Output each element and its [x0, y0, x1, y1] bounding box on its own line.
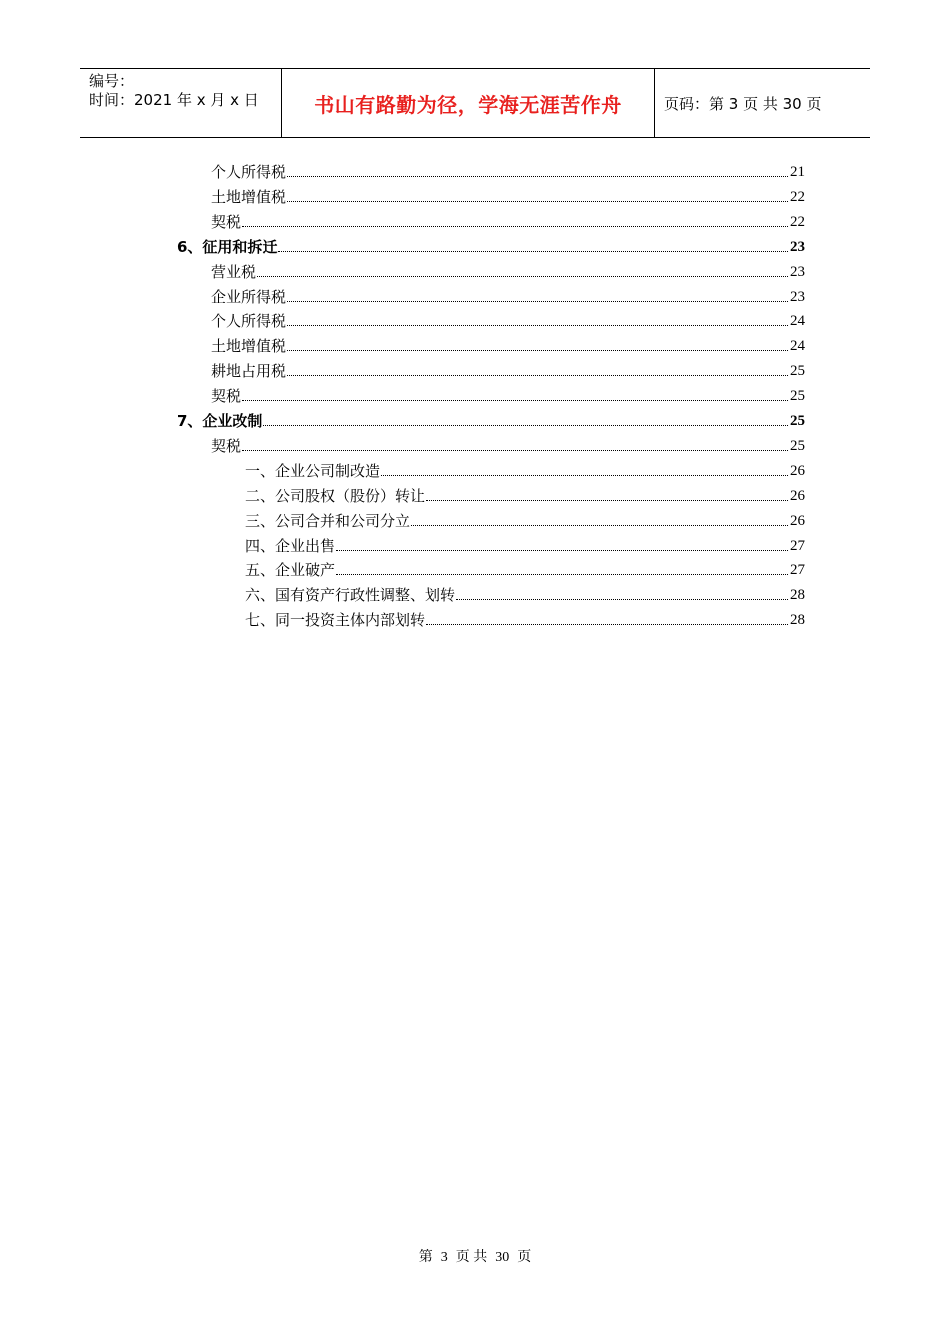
toc-entry[interactable]: [211, 359, 805, 381]
toc-entry-page: 26: [790, 462, 805, 479]
toc-entry[interactable]: [177, 409, 805, 431]
header-motto-cell: [281, 69, 655, 137]
toc-entry[interactable]: [211, 210, 805, 232]
footer-mid: 页 共: [455, 1250, 488, 1265]
toc-entry-page: 26: [790, 512, 805, 529]
toc-entry-page: 24: [790, 313, 805, 330]
toc-entry-page: 23: [790, 288, 805, 305]
toc-entry-page: 27: [790, 537, 805, 554]
toc-entry-title: 三、公司合并和公司分立: [245, 511, 411, 530]
toc-dot-leader: [257, 275, 788, 277]
toc-entry[interactable]: [245, 558, 805, 580]
toc-entry-page: 25: [790, 363, 805, 380]
toc-entry-title: 二、公司股权（股份）转让: [245, 486, 426, 505]
footer-prefix: 第: [418, 1250, 433, 1265]
page-info: 页码：第 3 页 共 30 页: [664, 94, 822, 113]
toc-entry[interactable]: [211, 160, 805, 182]
toc-entry-title: 个人所得税: [211, 163, 287, 181]
toc-entry[interactable]: [211, 185, 805, 207]
toc-dot-leader: [287, 349, 788, 351]
toc-entry[interactable]: [211, 285, 805, 307]
motto-text: 书山有路勤为径，学海无涯苦作舟: [314, 92, 622, 117]
toc-entry[interactable]: [211, 260, 805, 282]
toc-entry[interactable]: [211, 384, 805, 406]
toc-entry[interactable]: [177, 235, 805, 257]
toc-entry-title: 一、企业公司制改造: [245, 461, 381, 480]
toc-dot-leader: [411, 524, 788, 526]
toc-entry-title: 土地增值税: [211, 187, 287, 206]
toc-entry-page: 26: [790, 487, 805, 504]
toc-entry-title: 耕地占用税: [211, 362, 287, 381]
footer-total-pages: 30: [495, 1250, 510, 1265]
toc-entry[interactable]: [211, 434, 805, 456]
toc-dot-leader: [381, 474, 788, 476]
toc-entry-page: 22: [790, 213, 805, 230]
toc-dot-leader: [287, 300, 788, 302]
toc-dot-leader: [426, 499, 788, 501]
toc-dot-leader: [336, 573, 788, 575]
toc-entry-page: 23: [790, 238, 805, 255]
toc-entry-page: 28: [790, 587, 805, 604]
footer-suffix: 页: [517, 1250, 532, 1265]
toc-dot-leader: [242, 399, 788, 401]
page-footer: [0, 1246, 950, 1266]
toc-entry[interactable]: [245, 534, 805, 556]
toc-dot-leader: [287, 374, 788, 376]
toc-entry-page: 28: [790, 612, 805, 629]
toc-entry-title: 6、征用和拆迁: [177, 237, 278, 256]
toc-entry-title: 营业税: [211, 262, 257, 281]
toc-entry-page: 22: [790, 188, 805, 205]
toc-entry-page: 27: [790, 562, 805, 579]
toc-dot-leader: [426, 623, 788, 625]
header-meta-cell: [80, 69, 281, 137]
toc-entry-title: 契税: [211, 387, 242, 406]
toc-entry[interactable]: [245, 509, 805, 531]
toc-entry-page: 24: [790, 338, 805, 355]
toc-entry-title: 五、企业破产: [245, 561, 336, 580]
toc-dot-leader: [287, 200, 788, 202]
toc-entry-page: 23: [790, 263, 805, 280]
toc-entry-title: 七、同一投资主体内部划转: [245, 611, 426, 630]
number-label: 编号：: [89, 72, 135, 90]
toc-entry-title: 四、企业出售: [245, 536, 336, 555]
toc-entry-title: 7、企业改制: [177, 412, 263, 430]
toc-entry[interactable]: [245, 608, 805, 630]
footer-page-number: 3: [440, 1250, 448, 1265]
toc-entry[interactable]: [245, 459, 805, 481]
toc-dot-leader: [287, 175, 788, 177]
toc-entry-title: 契税: [211, 436, 242, 455]
toc-entry-page: 21: [790, 164, 805, 180]
toc-entry-page: 25: [790, 388, 805, 405]
toc-entry-title: 六、国有资产行政性调整、划转: [245, 586, 456, 605]
toc-dot-leader: [263, 424, 788, 426]
header-page-cell: [655, 69, 870, 137]
time-label: 时间：2021 年 x 月 x 日: [89, 91, 259, 109]
toc-entry-page: 25: [790, 413, 805, 429]
toc-entry-title: 土地增值税: [211, 337, 287, 356]
toc-entry[interactable]: [245, 484, 805, 506]
toc-entry[interactable]: [211, 334, 805, 356]
toc-dot-leader: [242, 225, 788, 227]
toc-entry-title: 契税: [211, 212, 242, 231]
toc-entry-page: 25: [790, 437, 805, 454]
toc-dot-leader: [278, 250, 788, 252]
toc-dot-leader: [287, 324, 788, 326]
toc-entry[interactable]: [245, 583, 805, 605]
toc-entry[interactable]: [211, 309, 805, 331]
toc-entry-title: 企业所得税: [211, 287, 287, 306]
toc-dot-leader: [242, 449, 788, 451]
toc-dot-leader: [456, 598, 788, 600]
toc-dot-leader: [336, 549, 788, 551]
page-header: [80, 68, 870, 138]
toc-entry-title: 个人所得税: [211, 312, 287, 331]
